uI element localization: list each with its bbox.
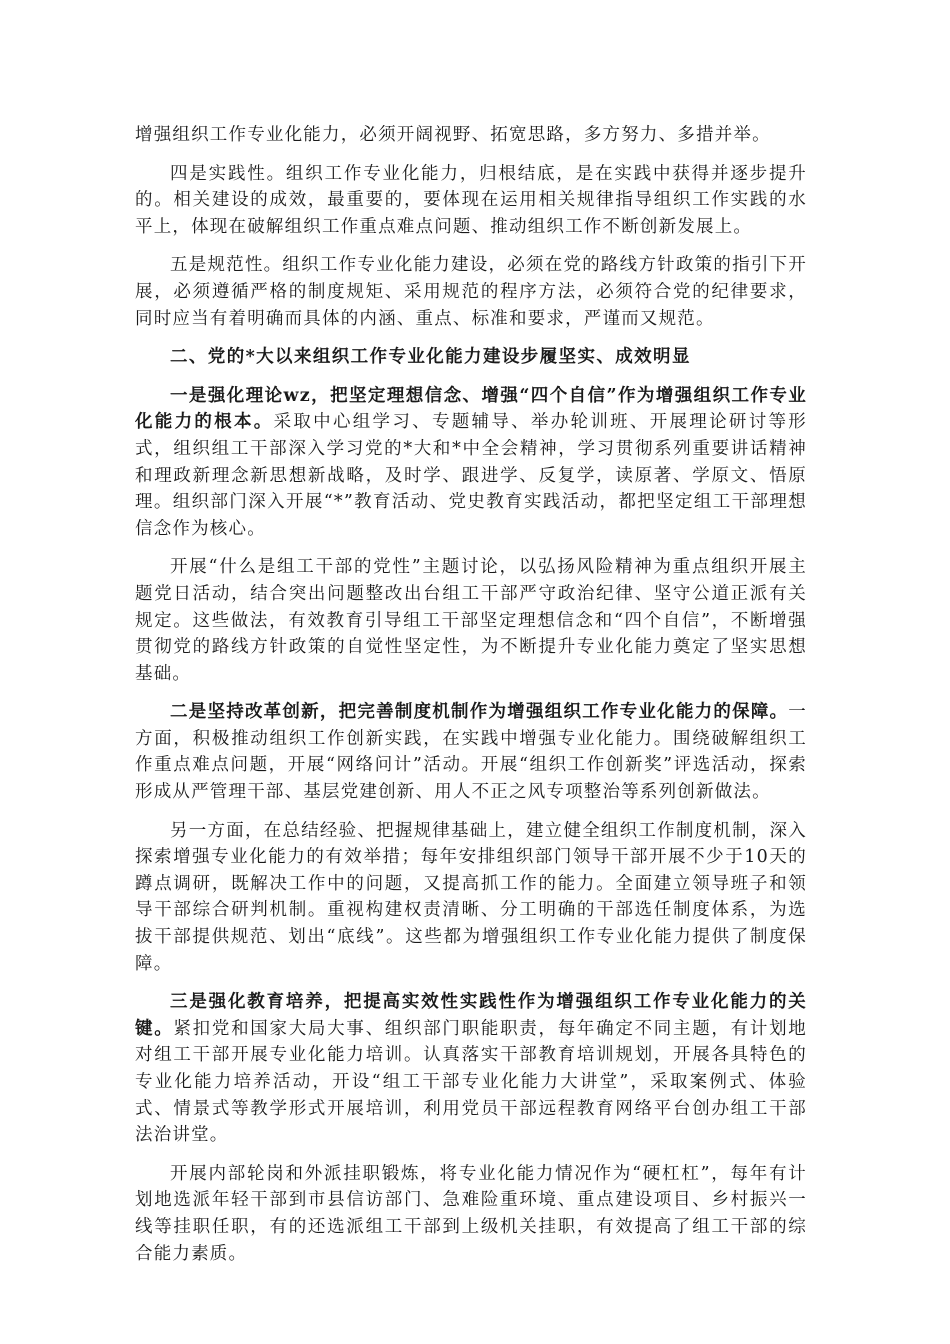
paragraph-text: 增强组织工作专业化能力，必须开阔视野、拓宽思路，多方努力、多措并举。 — [135, 125, 771, 145]
paragraph — [135, 818, 807, 978]
paragraph — [135, 989, 807, 1149]
paragraph-lead: 三是强化教育培养，把提高实效性实践性作为增强组织工作专业化能力的关键。 — [135, 992, 807, 1039]
paragraph-text: 五是规范性。组织工作专业化能力建设，必须在党的路线方针政策的指引下开展，必须遵循严格的制度规矩、采用规范的程序方法，必须符合党的纪律要求，同时应当有着明确而具体的内涵、重点、标准和要求，严谨而又规范。 — [135, 255, 807, 329]
paragraph — [135, 1161, 807, 1267]
paragraph-text: 开展“什么是组工干部的党性”主题讨论，以弘扬风险精神为重点组织开展主题党日活动，结合突出问题整改出台组工干部严守政治纪律、坚守公道正派有关规定。这些做法，有效教育引导组工干部坚定理想信念和“四个自信”，不断增强贯彻党的路线方针政策的自觉性坚定性，为不断提升专业化能力奠定了坚实思想基础。 — [135, 557, 807, 684]
paragraph — [135, 383, 807, 543]
paragraph — [135, 161, 807, 241]
paragraph — [135, 554, 807, 687]
paragraph-lead: 一是强化理论wz，把坚定理想信念、增强“四个自信”作为增强组织工作专业化能力的根本。 — [135, 385, 807, 433]
paragraph-text: 一方面，积极推动组织工作创新实践，在实践中增强专业化能力。围绕破解组织工作重点难点问题，开展“网络问计”活动。开展“组织工作创新奖”评选活动，探索形成从严管理干部、基层党建创新、用人不正之风专项整治等系列创新做法。 — [135, 702, 807, 803]
paragraph-text: 开展内部轮岗和外派挂职锻炼，将专业化能力情况作为“硬杠杠”，每年有计划地选派年轻干部到市县信访部门、急难险重环境、重点建设项目、乡村振兴一线等挂职任职，有的还选派组工干部到上级机关挂职，有效提高了组工干部的综合能力素质。 — [135, 1163, 807, 1264]
paragraph — [135, 252, 807, 332]
section-heading: 二、党的*大以来组织工作专业化能力建设步履坚实、成效明显 — [170, 347, 691, 368]
paragraph-text: 另一方面，在总结经验、把握规律基础上，建立健全组织工作制度机制，深入探索增强专业化能力的有效举措；每年安排组织部门领导干部开展不少于10天的蹲点调研，既解决工作中的问题，又提高抓工作的能力。全面建立领导班子和领导干部综合研判机制。重视构建权责清晰、分工明确的干部选任制度体系，为选拔干部提供规范、划出“底线”。这些都为增强组织工作专业化能力提供了制度保障。 — [135, 820, 807, 974]
paragraph — [135, 699, 807, 805]
paragraph — [135, 122, 807, 149]
paragraph-text: 四是实践性。组织工作专业化能力，归根结底，是在实践中获得并逐步提升的。相关建设的成效，最重要的，要体现在运用相关规律指导组织工作实践的水平上，体现在破解组织工作重点难点问题、推动组织工作不断创新发展上。 — [135, 163, 807, 237]
paragraph-text: 紧扣党和国家大局大事、组织部门职能职责，每年确定不同主题，有计划地对组工干部开展专业化能力培训。认真落实干部教育培训规划，开展各具特色的专业化能力培养活动，开设“组工干部专业化能力大讲堂”，采取案例式、体验式、情景式等教学形式开展培训，利用党员干部远程教育网络平台创办组工干部法治讲堂。 — [135, 1018, 807, 1146]
document-body — [135, 122, 807, 1279]
paragraph-lead: 二是坚持改革创新，把完善制度机制作为增强组织工作专业化能力的保障。 — [170, 702, 789, 723]
paragraph-text: 采取中心组学习、专题辅导、举办轮训班、开展理论研讨等形式，组织组工干部深入学习党的*大和*中全会精神，学习贯彻系列重要讲话精神和理政新理念新思想新战略，及时学、跟进学、反复学，读原著、学原文、悟原理。组织部门深入开展“*”教育活动、党史教育实践活动，都把坚定组工干部理想信念作为核心。 — [135, 412, 807, 539]
